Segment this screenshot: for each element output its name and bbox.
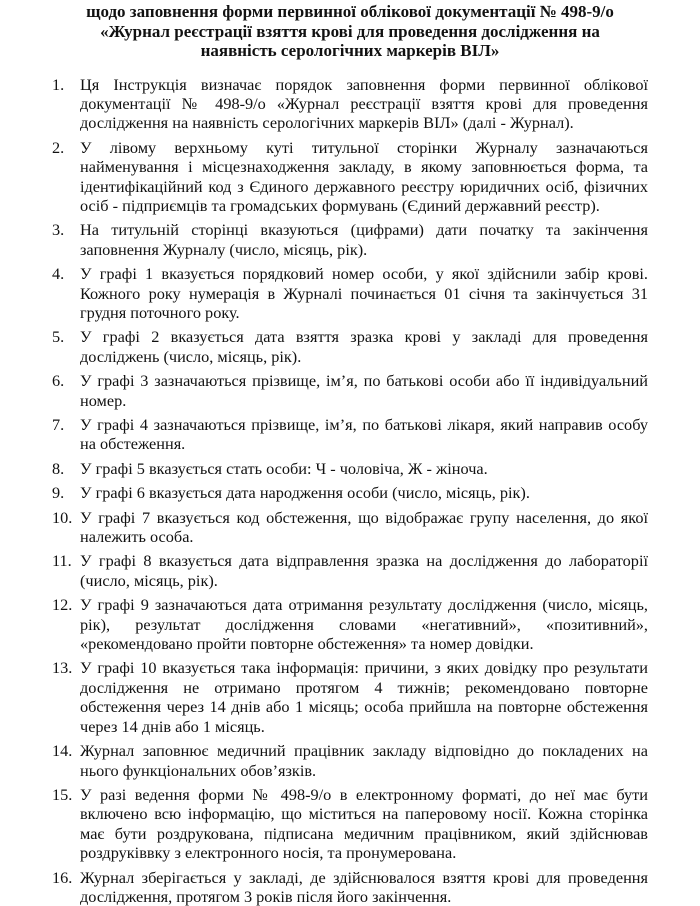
list-item — [52, 741, 648, 780]
item-number: 11. — [52, 551, 80, 590]
item-text: У графі 1 вказується порядковий номер особи, у якої здійснили забір крові. Кожного року нумерація в Журналі починається 01 січня та закінчується 31 грудня поточного року. — [80, 264, 648, 322]
list-item — [52, 327, 648, 366]
item-text: У графі 6 вказується дата народження особи (число, місяць, рік). — [80, 483, 648, 502]
list-item — [52, 483, 648, 502]
instruction-list — [52, 75, 648, 906]
item-number: 12. — [52, 595, 80, 653]
item-text: У графі 10 вказується така інформація: причини, з яких довідку про результати дослідження не отримано протягом 4 тижнів; рекомендовано повторне обстеження через 14 днів або 1 місяць; особа прийшла на повторне обстеження через 14 днів або 1 місяць. — [80, 658, 648, 736]
list-item — [52, 138, 648, 216]
list-item — [52, 658, 648, 736]
item-number: 9. — [52, 483, 80, 502]
item-number: 2. — [52, 138, 80, 216]
list-item — [52, 595, 648, 653]
item-text: Журнал заповнює медичний працівник закладу відповідно до покладених на нього функціональних обов’язків. — [80, 741, 648, 780]
item-number: 13. — [52, 658, 80, 736]
document-title: щодо заповнення форми первинної облікової документації № 498-9/о «Журнал реєстрації взяття крові для проведення дослідження на наявність серологічних маркерів ВІЛ» — [52, 0, 648, 61]
list-item — [52, 785, 648, 863]
item-number: 4. — [52, 264, 80, 322]
list-item — [52, 75, 648, 133]
item-text: На титульній сторінці вказуються (цифрами) дати початку та закінчення заповнення Журналу (число, місяць, рік). — [80, 220, 648, 259]
item-text: Ця Інструкція визначає порядок заповнення форми первинної облікової документації № 498-9/о «Журнал реєстрації взяття крові для проведення дослідження на наявність серологічних маркерів ВІЛ» (далі - Журнал). — [80, 75, 648, 133]
item-number: 1. — [52, 75, 80, 133]
list-item — [52, 551, 648, 590]
list-item — [52, 508, 648, 547]
item-text: У графі 5 вказується стать особи: Ч - чоловіча, Ж - жіноча. — [80, 459, 648, 478]
item-text: У разі ведення форми № 498-9/о в електронному форматі, до неї має бути включено всю інформацію, що міститься на паперовому носії. Кожна сторінка має бути роздрукована, підписана медичним працівником, який здійснював роздруківвку з електронного носія, та пронумерована. — [80, 785, 648, 863]
item-number: 10. — [52, 508, 80, 547]
item-number: 14. — [52, 741, 80, 780]
item-text: У графі 2 вказується дата взяття зразка крові у закладі для проведення досліджень (число, місяць, рік). — [80, 327, 648, 366]
item-text: У графі 8 вказується дата відправлення зразка на дослідження до лабораторії (число, місяць, рік). — [80, 551, 648, 590]
item-number: 15. — [52, 785, 80, 863]
item-number: 8. — [52, 459, 80, 478]
item-number: 7. — [52, 415, 80, 454]
list-item — [52, 371, 648, 410]
item-number: 3. — [52, 220, 80, 259]
item-text: У графі 7 вказується код обстеження, що відображає групу населення, до якої належить особа. — [80, 508, 648, 547]
list-item — [52, 459, 648, 478]
list-item — [52, 415, 648, 454]
list-item — [52, 264, 648, 322]
item-number: 5. — [52, 327, 80, 366]
item-text: У графі 4 зазначаються прізвище, ім’я, по батькові лікаря, який направив особу на обстеження. — [80, 415, 648, 454]
item-text: Журнал зберігається у закладі, де здійснювалося взяття крові для проведення дослідження, протягом 3 років після його закінчення. — [80, 868, 648, 906]
list-item — [52, 868, 648, 906]
list-item — [52, 220, 648, 259]
item-text: У графі 3 зазначаються прізвище, ім’я, по батькові особи або її індивідуальний номер. — [80, 371, 648, 410]
item-number: 16. — [52, 868, 80, 906]
item-text: У графі 9 зазначаються дата отримання результату дослідження (число, місяць, рік), результат дослідження словами «негативний», «позитивний», «рекомендовано пройти повторне обстеження» та номер довідки. — [80, 595, 648, 653]
item-text: У лівому верхньому куті титульної сторінки Журналу зазначаються найменування і місцезнаходження закладу, в якому заповнюється форма, та ідентифікаційний код з Єдиного державного реєстру юридичних осіб, фізичних осіб - підприємців та громадських формувань (Єдиний державний реєстр). — [80, 138, 648, 216]
item-number: 6. — [52, 371, 80, 410]
